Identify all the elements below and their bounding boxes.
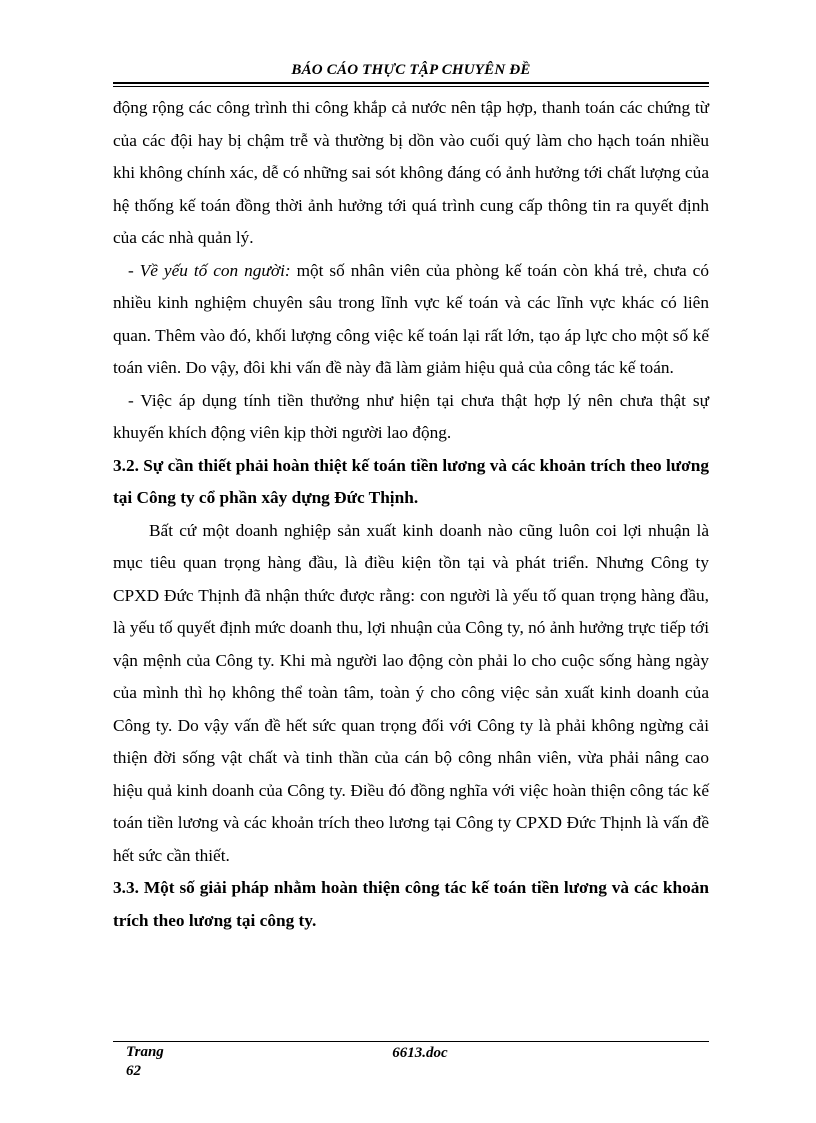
footer-page-number: 62 bbox=[126, 1063, 141, 1079]
document-body bbox=[113, 92, 709, 937]
footer-filename: 6613.doc bbox=[392, 1045, 448, 1061]
heading-3-2: 3.2. Sự cần thiết phải hoàn thiệt kế toán tiền lương và các khoản trích theo lương tại Công ty cổ phần xây dựng Đức Thịnh. bbox=[113, 455, 709, 507]
paragraph-2-text: một số nhân viên của phòng kế toán còn khá trẻ, chưa có nhiều kinh nghiệm chuyên sâu trong lĩnh vực kế toán và các lĩnh vực khác có liên quan. Thêm vào đó, khối lượng công việc kế toán lại rất lớn, tạo áp lực cho một số kế toán viên. Do vậy, đôi khi vấn đề này đã làm giảm hiệu quả của công tác kế toán. bbox=[113, 260, 709, 377]
paragraph-4: Bất cứ một doanh nghiệp sản xuất kinh doanh nào cũng luôn coi lợi nhuận là mục tiêu quan trọng hàng đầu, là điều kiện tồn tại và phát triển. Nhưng Công ty CPXD Đức Thịnh đã nhận thức được rằng: con người là yếu tố quan trọng hàng đầu, là yếu tố quyết định mức doanh thu, lợi nhuận của Công ty, nó ảnh hưởng trực tiếp tới vận mệnh của Công ty. Khi mà người lao động còn phải lo cho cuộc sống hàng ngày của mình thì họ không thể toàn tâm, toàn ý cho công việc sản xuất kinh doanh của Công ty. Do vậy vấn đề hết sức quan trọng đối với Công ty là phải không ngừng cải thiện đời sống vật chất và tinh thần của cán bộ công nhân viên, vừa phải nâng cao hiệu quả kinh doanh của Công ty. Điều đó đồng nghĩa với việc hoàn thiện công tác kế toán tiền lương và các khoản trích theo lương tại Công ty CPXD Đức Thịnh là vấn đề hết sức cần thiết. bbox=[113, 520, 709, 865]
paragraph-1: động rộng các công trình thi công khắp cả nước nên tập hợp, thanh toán các chứng từ của các đội hay bị chậm trễ và thường bị dồn vào cuối quý làm cho hạch toán nhiều khi không chính xác, dễ có những sai sót không đáng có ảnh hưởng tới chất lượng của hệ thống kế toán đồng thời ảnh hưởng tới quá trình cung cấp thông tin ra quyết định của các nhà quản lý. bbox=[113, 98, 709, 247]
page-header-title: BÁO CÁO THỰC TẬP CHUYÊN ĐỀ bbox=[291, 62, 531, 78]
paragraph-3: - Việc áp dụng tính tiền thưởng như hiện tại chưa thật hợp lý nên chưa thật sự khuyến khích động viên kịp thời người lao động. bbox=[113, 390, 709, 442]
footer-divider bbox=[113, 1041, 709, 1042]
paragraph-2 bbox=[113, 255, 709, 385]
paragraph-2-prefix: - bbox=[128, 260, 140, 280]
paragraph-2-label: Về yếu tố con người: bbox=[139, 260, 291, 280]
footer-page-info bbox=[126, 1043, 164, 1081]
footer-page-label: Trang bbox=[126, 1044, 164, 1060]
heading-3-3: 3.3. Một số giải pháp nhằm hoàn thiện công tác kế toán tiền lương và các khoản trích theo lương tại công ty. bbox=[113, 878, 709, 930]
header-divider bbox=[113, 82, 709, 87]
